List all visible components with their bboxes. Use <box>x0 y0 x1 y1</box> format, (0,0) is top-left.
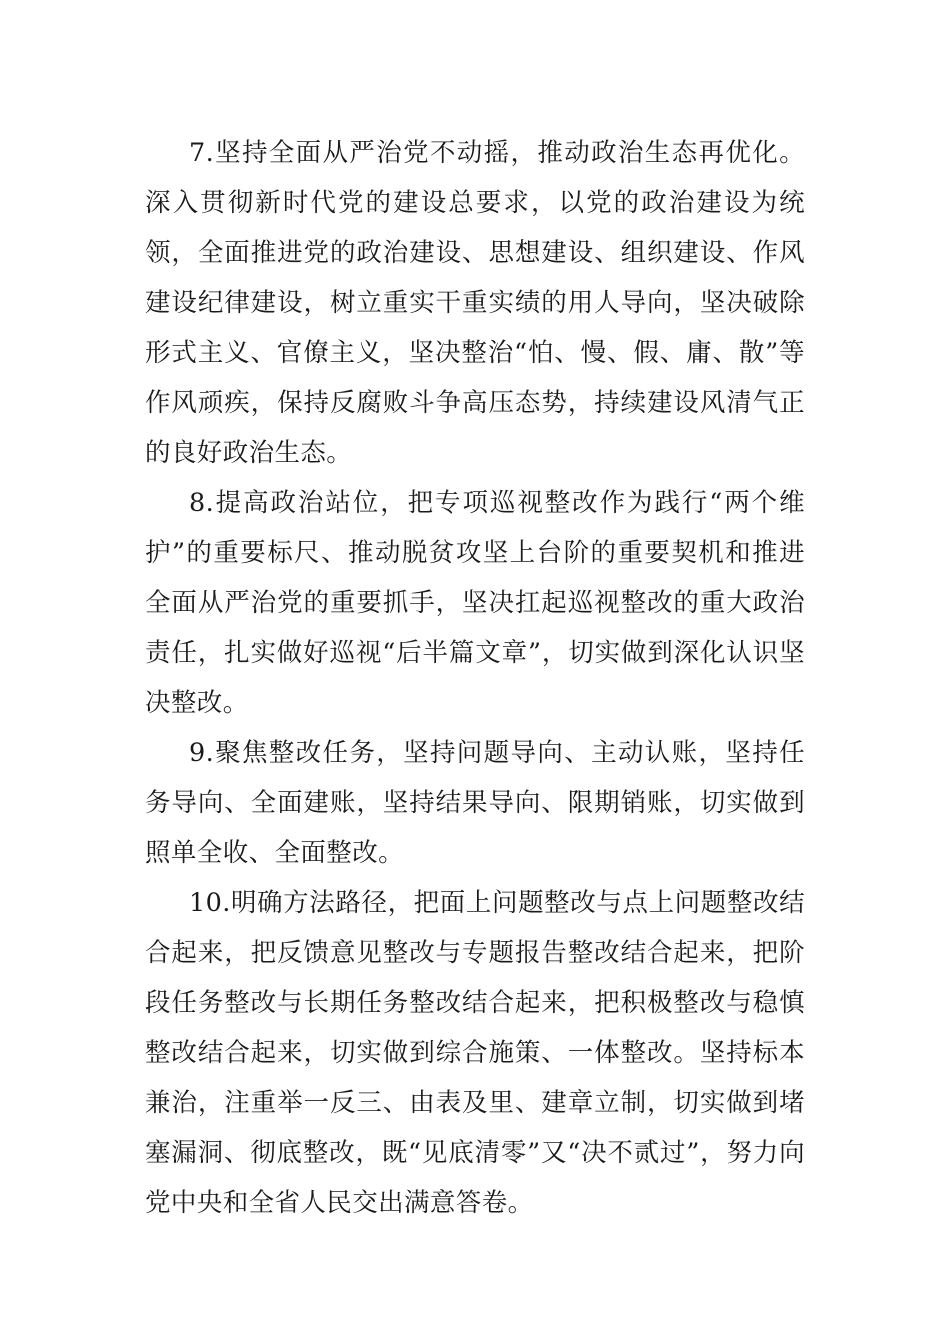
paragraph-10: 10.明确方法路径，把面上问题整改与点上问题整改结合起来，把反馈意见整改与专题报告整改结合起来，把阶段任务整改与长期任务整改结合起来，把积极整改与稳慎整改结合起来，切实做到综合施策、一体整改。坚持标本兼治，注重举一反三、由表及里、建章立制，切实做到堵塞漏洞、彻底整改，既“见底清零”又“决不贰过”，努力向党中央和全省人民交出满意答卷。 <box>145 888 805 1218</box>
paragraph-9: 9.聚焦整改任务，坚持问题导向、主动认账，坚持任务导向、全面建账，坚持结果导向、限期销账，切实做到照单全收、全面整改。 <box>145 738 805 868</box>
paragraph-7: 7.坚持全面从严治党不动摇，推动政治生态再优化。深入贯彻新时代党的建设总要求，以党的政治建设为统领，全面推进党的政治建设、思想建设、组织建设、作风建设纪律建设，树立重实干重实绩的用人导向，坚决破除形式主义、官僚主义，坚决整治“怕、慢、假、庸、散”等作风顽疾，保持反腐败斗争高压态势，持续建设风清气正的良好政治生态。 <box>145 138 805 468</box>
document-body <box>145 128 805 1228</box>
paragraph-8: 8.提高政治站位，把专项巡视整改作为践行“两个维护”的重要标尺、推动脱贫攻坚上台阶的重要契机和推进全面从严治党的重要抓手，坚决扛起巡视整改的重大政治责任，扎实做好巡视“后半篇文章”，切实做到深化认识坚决整改。 <box>145 488 805 718</box>
